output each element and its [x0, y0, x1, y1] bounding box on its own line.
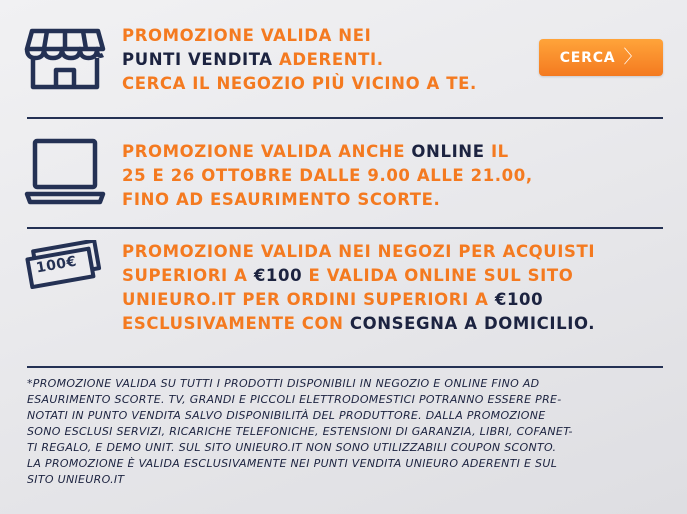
disclaimer-line: NOTATI IN PUNTO VENDITA SALVO DISPONIBILITÀ DEL PRODUTTORE. DALLA PROMOZIONE [27, 409, 546, 422]
min-spend-line-3 [122, 288, 595, 312]
store-line-2a: PUNTI VENDITA [122, 50, 280, 69]
chevron-right-icon: 〉 [623, 46, 643, 68]
min-spend-line-2b: €100 [253, 266, 303, 285]
min-spend-line-4c: . [588, 314, 596, 333]
min-spend-line-4a: ESCLUSIVAMENTE CON [122, 314, 350, 333]
store-line-1: PROMOZIONE VALIDA NEI [122, 26, 372, 45]
min-spend-line-3b: €100 [494, 290, 544, 309]
min-spend-line-1: PROMOZIONE VALIDA NEI NEGOZI PER ACQUISTI [122, 242, 596, 261]
min-spend-line-2a: SUPERIORI A [122, 266, 254, 285]
disclaimer-line: ESAURIMENTO SCORTE. TV, GRANDI E PICCOLI ELETTRODOMESTICI POTRANNO ESSERE PRE- [27, 393, 562, 406]
online-line-2: 25 E 26 OTTOBRE DALLE 9.00 ALLE 21.00, [122, 166, 533, 185]
online-line-1 [122, 140, 533, 164]
disclaimer-line: SITO UNIEURO.IT [27, 473, 125, 486]
min-spend-line-3a: UNIEURO.IT PER ORDINI SUPERIORI A [122, 290, 495, 309]
store-icon [24, 27, 106, 91]
banknote-icon [22, 240, 108, 290]
banknote-label: 100€ [34, 253, 79, 277]
search-store-button[interactable] [539, 39, 663, 76]
divider [27, 227, 663, 229]
divider [27, 117, 663, 119]
online-line-1c: IL [484, 142, 509, 161]
disclaimer [27, 376, 667, 488]
laptop-icon [24, 138, 106, 206]
disclaimer-line: TI REGALO, E DEMO UNIT. SUL SITO UNIEURO.IT NON SONO UTILIZZABILI COUPON SCONTO. [27, 441, 557, 454]
store-line-2b: ADERENTI. [279, 50, 384, 69]
disclaimer-line: SONO ESCLUSI SERVIZI, RICARICHE TELEFONICHE, ESTENSIONI DI GARANZIA, LIBRI, COFANET- [27, 425, 573, 438]
divider [27, 366, 663, 368]
store-line-3: CERCA IL NEGOZIO PIÙ VICINO A TE. [122, 74, 477, 93]
min-spend-line-2 [122, 264, 595, 288]
disclaimer-line: LA PROMOZIONE È VALIDA ESCLUSIVAMENTE NEI PUNTI VENDITA UNIEURO ADERENTI E SUL [27, 457, 558, 470]
online-line-1b: ONLINE [411, 142, 485, 161]
online-line-1a: PROMOZIONE VALIDA ANCHE [122, 142, 412, 161]
min-spend-line-4 [122, 312, 595, 336]
online-line-3: FINO AD ESAURIMENTO SCORTE. [122, 190, 441, 209]
disclaimer-line: *PROMOZIONE VALIDA SU TUTTI I PRODOTTI DISPONIBILI IN NEGOZIO E ONLINE FINO AD [27, 377, 540, 390]
min-spend-line-4b: CONSEGNA A DOMICILIO [349, 314, 589, 333]
store-line-2 [122, 48, 477, 72]
min-spend-line-2c: E VALIDA ONLINE SUL SITO [302, 266, 574, 285]
search-store-button-label: CERCA [559, 49, 616, 66]
